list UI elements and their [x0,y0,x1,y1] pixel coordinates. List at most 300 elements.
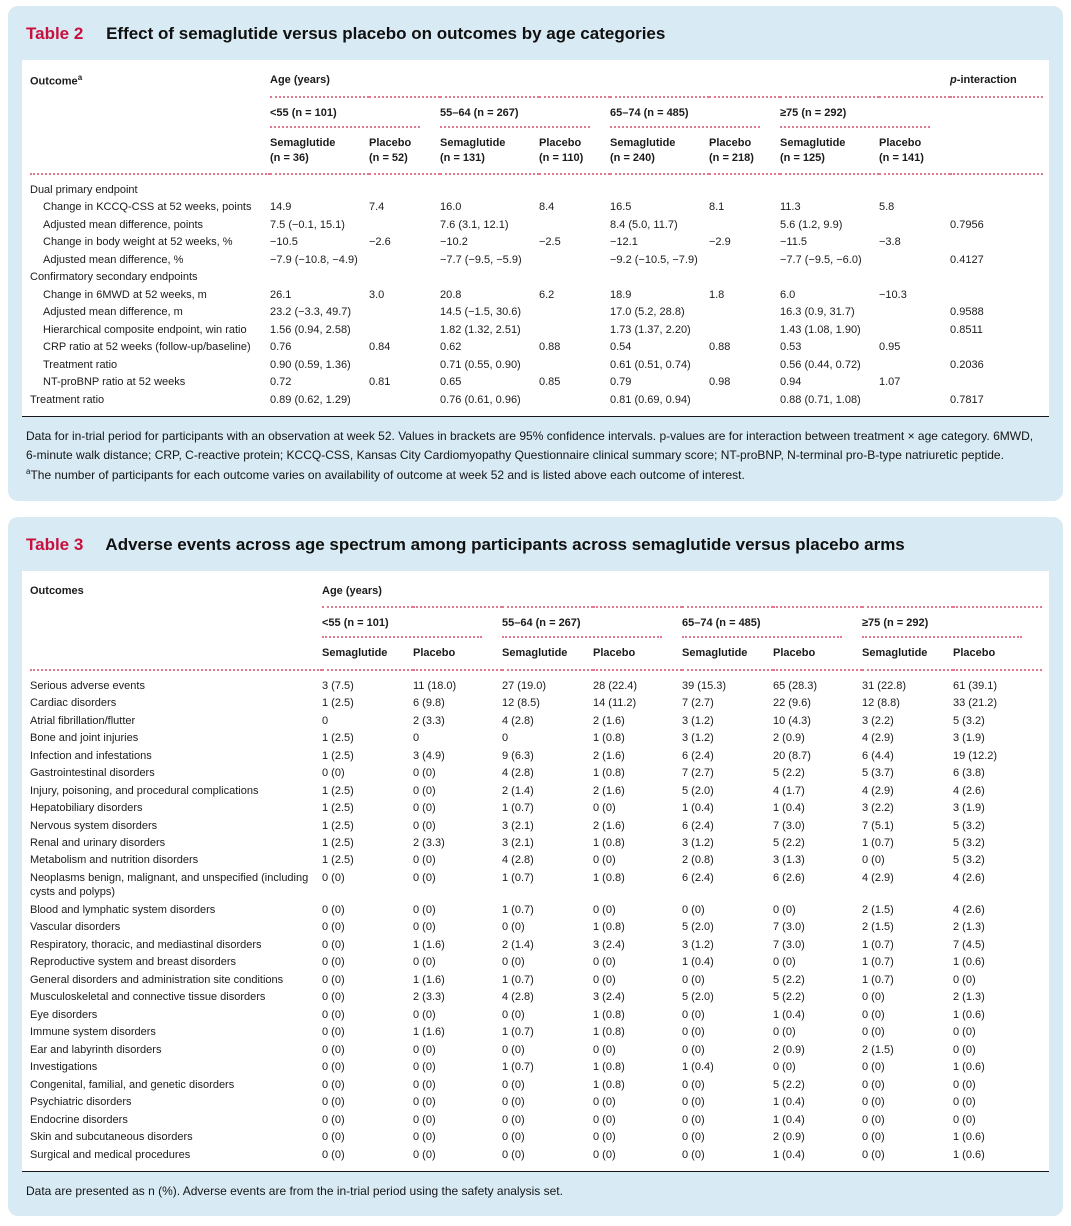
value-cell: 0.56 (0.44, 0.72) [780,358,861,371]
value-cell: 4 (2.6) [953,903,985,916]
value-cell: 4 (2.6) [953,784,985,797]
value-cell [369,391,440,414]
arm-name: Semaglutide [780,137,846,150]
value-cell: 2 (1.6) [593,784,625,797]
value-cell: 0 (0) [682,1043,705,1056]
semaglutide-header [440,128,539,174]
value-cell [539,304,610,321]
table-head [30,579,1042,670]
value-cell: 1 (0.7) [862,956,894,969]
value-cell: 0 (0) [413,871,436,884]
row-label: Injury, poisoning, and procedural complications [30,784,259,797]
value-cell: 6 (2.4) [682,871,714,884]
value-cell [369,321,440,338]
value-cell: 6 (2.6) [773,871,805,884]
value-cell: 0 (0) [413,1113,436,1126]
value-cell [369,356,440,373]
value-cell: 0 (0) [953,1026,976,1039]
value-cell: 2 (1.5) [862,921,894,934]
table2-panel [8,6,1063,501]
value-cell: 20 (8.7) [773,749,811,762]
value-cell: 0 (0) [862,1008,885,1021]
value-cell: 0 (0) [322,1078,345,1091]
value-cell: 0 (0) [953,1113,976,1126]
placebo-header [709,128,780,174]
value-cell: 2 (3.3) [413,714,445,727]
value-cell: 22 (9.6) [773,697,811,710]
value-cell: 8.4 (5.0, 11.7) [610,218,678,231]
value-cell: 11 (18.0) [413,679,457,692]
value-cell: 3 (1.2) [682,732,714,745]
row-label: Nervous system disorders [30,819,158,832]
value-cell: 14.5 (−1.5, 30.6) [440,306,522,319]
age-group-header [682,607,862,638]
value-cell: 0 (0) [413,956,436,969]
table-row [30,1059,1042,1076]
value-cell: 0 (0) [322,1148,345,1161]
table2 [30,68,1043,414]
value-cell: 16.0 [440,201,462,214]
value-cell: 23.2 (−3.3, 49.7) [270,306,352,319]
outcome-header: Outcome$^a$ [30,73,83,88]
age-years-header: Age (years) [270,68,950,97]
value-cell: −2.5 [539,236,561,249]
footnote-marker: a [77,73,83,82]
value-cell: 0 (0) [322,1131,345,1144]
value-cell [879,304,950,321]
value-cell: 0 (0) [322,1096,345,1109]
value-cell: 4 (2.8) [502,991,534,1004]
value-cell: 1 (0.7) [502,903,534,916]
value-cell [950,374,1043,391]
age-group-label: 65–74 (n = 485) [682,616,842,638]
value-cell: 5 (3.7) [862,767,894,780]
value-cell: 7.6 (3.1, 12.1) [440,218,509,231]
value-cell: 2 (1.6) [593,714,625,727]
table-row [30,817,1042,834]
value-cell: 3 (1.2) [682,836,714,849]
arm-n: (n = 110) [539,151,584,164]
value-cell: 0 (0) [682,1078,705,1091]
value-cell: 1 (0.4) [773,802,805,815]
value-cell: 0 (0) [953,1078,976,1091]
table-row [30,936,1042,953]
age-group-label: 55–64 (n = 267) [502,616,662,638]
value-cell: 0 (0) [502,1131,525,1144]
section-label: Dual primary endpoint [30,183,138,196]
value-cell: 10 (4.3) [773,714,811,727]
value-cell: 0.98 [709,376,731,389]
value-cell: 0 (0) [682,1148,705,1161]
value-cell: 0 (0) [953,1096,976,1109]
value-cell: 0 (0) [502,1148,525,1161]
semaglutide-header [322,638,413,669]
value-cell: 0.65 [440,376,462,389]
row-label: Eye disorders [30,1008,98,1021]
value-cell: 3 (2.1) [502,819,534,832]
row-label: Skin and subcutaneous disorders [30,1131,193,1144]
table-row [30,234,1043,251]
table-row [30,1076,1042,1093]
value-cell: 0 (0) [413,1131,436,1144]
arm-name: Semaglutide [440,137,506,150]
row-label: Adjusted mean difference, % [43,253,184,266]
value-cell: 7 (4.5) [953,938,985,951]
value-cell: −9.2 (−10.5, −7.9) [610,253,698,266]
table3-caption: Adverse events across age spectrum among participants across semaglutide versus placebo arms [105,534,905,554]
value-cell: 7 (2.7) [682,767,714,780]
value-cell: 3 (2.1) [502,836,534,849]
value-cell: 16.3 (0.9, 31.7) [780,306,855,319]
value-cell: 0 (0) [502,921,525,934]
value-cell: 0 (0) [862,1078,885,1091]
table3-panel [8,517,1063,1217]
value-cell: 4 (2.9) [862,784,894,797]
value-cell: 0 (0) [682,973,705,986]
arm-n: (n = 52) [369,151,408,164]
value-cell [879,216,950,233]
value-cell: 0 (0) [862,1096,885,1109]
value-cell: 1.07 [879,376,901,389]
value-cell: 1 (2.5) [322,732,354,745]
table-row [30,712,1042,729]
value-cell: 0 [502,732,509,745]
value-cell [539,391,610,414]
value-cell: 0.2036 [950,358,984,371]
value-cell: 0 (0) [593,1043,616,1056]
spacer-cell [950,97,1043,128]
value-cell: 0.76 [270,341,292,354]
value-cell: −7.9 (−10.8, −4.9) [270,253,358,266]
row-label: Hepatobiliary disorders [30,802,143,815]
row-label: Hierarchical composite endpoint, win ratio [43,323,247,336]
value-cell: 0.9588 [950,306,984,319]
value-cell [369,216,440,233]
arm-name: Semaglutide [682,647,748,660]
row-label: Psychiatric disorders [30,1096,132,1109]
value-cell: −11.5 [780,236,808,249]
table-row [30,901,1042,918]
value-cell: 7 (3.0) [773,819,805,832]
value-cell: 0 (0) [773,1026,796,1039]
value-cell: 0 (0) [502,1113,525,1126]
row-label: Investigations [30,1061,98,1074]
value-cell: 4 (2.6) [953,871,985,884]
table-row [30,304,1043,321]
header-row-arms [30,638,1042,669]
table2-label: Table 2 [26,24,84,43]
value-cell: −10.5 [270,236,298,249]
value-cell: 1 (0.6) [953,1008,985,1021]
value-cell: 1 (2.5) [322,854,354,867]
value-cell: 0 (0) [593,1131,616,1144]
value-cell: 5 (2.2) [773,1078,805,1091]
value-cell: 0 (0) [502,1008,525,1021]
value-cell: 2 (1.3) [953,921,985,934]
value-cell: 0.90 (0.59, 1.36) [270,358,351,371]
value-cell: 5 (3.2) [953,854,985,867]
value-cell: 0.88 [709,341,731,354]
value-cell: 6 (2.4) [682,749,714,762]
value-cell: 3.0 [369,288,385,301]
table3-footnote-main: Data are presented as n (%). Adverse events are from the in-trial period using the safety analysis set. [26,1183,563,1198]
value-cell: 1 (0.7) [862,836,894,849]
value-cell [369,251,440,268]
semaglutide-header [862,638,953,669]
value-cell: 2 (1.5) [862,903,894,916]
row-label: Respiratory, thoracic, and mediastinal disorders [30,938,262,951]
value-cell: 7.5 (−0.1, 15.1) [270,218,345,231]
value-cell: 2 (1.6) [593,749,625,762]
value-cell: 0.54 [610,341,632,354]
value-cell: 0 (0) [413,784,436,797]
value-cell: 1 (0.6) [953,1148,985,1161]
value-cell: 1 (0.4) [773,1096,805,1109]
table-row [30,747,1042,764]
table-row [30,954,1042,971]
value-cell: 12 (8.5) [502,697,540,710]
value-cell: 2 (3.3) [413,836,445,849]
value-cell: 5 (2.2) [773,836,805,849]
spacer-cell [950,128,1043,174]
row-label: Adjusted mean difference, points [43,218,204,231]
arm-name: Placebo [539,137,582,150]
value-cell: 0 (0) [862,1026,885,1039]
arm-name: Placebo [709,137,752,150]
value-cell: 65 (28.3) [773,679,818,692]
value-cell: 0 (0) [593,1096,616,1109]
semaglutide-header [270,128,369,174]
value-cell: 0 (0) [593,973,616,986]
table-row [30,1111,1042,1128]
value-cell: 0 (0) [773,1061,796,1074]
placebo-header [539,128,610,174]
age-group-header [862,607,1042,638]
row-label: Change in body weight at 52 weeks, % [43,236,233,249]
value-cell: 3 (2.2) [862,714,894,727]
placebo-header [773,638,862,669]
value-cell: 1 (0.6) [953,1131,985,1144]
value-cell: 4 (2.9) [862,732,894,745]
value-cell: 1 (1.6) [413,1026,445,1039]
value-cell: 7 (3.0) [773,938,805,951]
value-cell: 1 (2.5) [322,697,354,710]
value-cell: 0 (0) [953,973,976,986]
row-label: Cardiac disorders [30,697,117,710]
value-cell: 2 (1.3) [953,991,985,1004]
value-cell: 20.8 [440,288,462,301]
value-cell: 0.61 (0.51, 0.74) [610,358,691,371]
value-cell: 5 (2.2) [773,991,805,1004]
table-row [30,391,1043,414]
table-row [30,695,1042,712]
section-row [30,269,1043,286]
row-label: Bone and joint injuries [30,732,139,745]
value-cell: 0.71 (0.55, 0.90) [440,358,521,371]
table-row [30,216,1043,233]
value-cell: 0 (0) [862,854,885,867]
value-cell: 0 (0) [593,956,616,969]
row-label: Adjusted mean difference, m [43,306,183,319]
table2-footnote-a [26,466,1045,485]
value-cell: 2 (0.8) [682,854,714,867]
table-row [30,286,1043,303]
table-row [30,1006,1042,1023]
value-cell: 0 (0) [502,1043,525,1056]
semaglutide-header [682,638,773,669]
value-cell: 1 (0.4) [773,1148,805,1161]
arm-name: Semaglutide [610,137,676,150]
value-cell [709,321,780,338]
value-cell: 0 (0) [413,1148,436,1161]
value-cell: 0 (0) [502,1096,525,1109]
value-cell: 0 (0) [682,1131,705,1144]
table2-footnotes [22,417,1049,491]
value-cell: 0 (0) [682,1096,705,1109]
value-cell: 0 (0) [413,1008,436,1021]
value-cell: 1 (2.5) [322,784,354,797]
value-cell [369,304,440,321]
value-cell: −10.2 [440,236,468,249]
value-cell: 1 (2.5) [322,802,354,815]
footnote-a-text: The number of participants for each outcome varies on availability of outcome at week 52 and is listed above each outcome of interest. [30,468,745,483]
age-group-label: ≥75 (n = 292) [780,106,930,128]
value-cell: 0.72 [270,376,292,389]
row-label: Neoplasms benign, malignant, and unspecified (including cysts and polyps) [30,871,309,899]
value-cell: 1 (0.4) [773,1008,805,1021]
arm-n: (n = 240) [610,151,655,164]
value-cell: 0 (0) [773,956,796,969]
value-cell: 5 (2.0) [682,921,714,934]
age-group-label: 65–74 (n = 485) [610,106,760,128]
value-cell: 14.9 [270,201,292,214]
table-row [30,869,1042,901]
table3-footnotes [22,1172,1049,1207]
header-row-main [30,579,1042,607]
section-row [30,174,1043,199]
age-group-header [780,97,950,128]
value-cell: 0.79 [610,376,632,389]
section-label: Confirmatory secondary endpoints [30,271,198,284]
value-cell: 6.2 [539,288,555,301]
value-cell: 4 (2.9) [862,871,894,884]
table-row [30,852,1042,869]
value-cell [950,339,1043,356]
value-cell: 1 (0.6) [953,956,985,969]
row-label: Renal and urinary disorders [30,836,166,849]
value-cell: 17.0 (5.2, 28.8) [610,306,685,319]
value-cell: 0 (0) [862,1061,885,1074]
value-cell: 0.7956 [950,218,984,231]
spacer-cell [30,607,322,638]
arm-name: Placebo [879,137,922,150]
value-cell: 1 (0.4) [682,1061,714,1074]
value-cell: 19 (12.2) [953,749,998,762]
table3-card [22,571,1049,1172]
row-label: General disorders and administration site conditions [30,973,284,986]
value-cell: 8.4 [539,201,555,214]
value-cell: 3 (7.5) [322,679,354,692]
value-cell: 9 (6.3) [502,749,534,762]
arm-n: (n = 218) [709,151,754,164]
table2-footnote-main: Data for in-trial period for participants with an observation at week 52. Values in brackets are 95% confidence intervals. p-values are for interaction between treatment × age category. 6MWD, 6-minute walk distance; CRP, C-reactive protein; KCCQ-CSS, Kansas City Cardiomyopathy Questionnaire clinical summary score; NT-proBNP, N-terminal pro-B-type natriuretic peptide. [26,428,1034,462]
value-cell: 1.56 (0.94, 2.58) [270,323,351,336]
value-cell: 3 (2.4) [593,938,625,951]
row-label: Gastrointestinal disorders [30,767,155,780]
value-cell: 0 (0) [322,1026,345,1039]
value-cell: 2 (1.4) [502,938,534,951]
value-cell: 0 (0) [322,871,345,884]
age-group-header [610,97,780,128]
header-row-agegroups [30,97,1043,128]
placebo-header [953,638,1042,669]
value-cell: 6 (3.8) [953,767,985,780]
table2-title-row [26,24,1045,44]
arm-name: Placebo [593,647,636,660]
table-row [30,374,1043,391]
value-cell: 5 (3.2) [953,714,985,727]
value-cell: 0 (0) [682,1113,705,1126]
header-row-arms [30,128,1043,174]
value-cell: 0 (0) [682,1008,705,1021]
value-cell: 1 (1.6) [413,938,445,951]
age-group-header [502,607,682,638]
value-cell [950,234,1043,251]
value-cell: 1 (2.5) [322,819,354,832]
value-cell: 1 (0.8) [593,732,625,745]
value-cell: 28 (22.4) [593,679,638,692]
value-cell: 27 (19.0) [502,679,547,692]
row-label: Change in KCCQ-CSS at 52 weeks, points [43,201,252,214]
value-cell: 11.3 [780,201,801,214]
value-cell: 3 (1.3) [773,854,805,867]
value-cell: 0 (0) [502,956,525,969]
value-cell: 3 (2.2) [862,802,894,815]
value-cell: 0.81 (0.69, 0.94) [610,393,691,406]
table-body [30,174,1043,414]
table3-title-row [26,535,1045,555]
age-group-header [440,97,610,128]
table-row [30,919,1042,936]
table-row [30,339,1043,356]
value-cell: 26.1 [270,288,292,301]
value-cell: 5 (2.0) [682,784,714,797]
table-row [30,1093,1042,1110]
value-cell: 0 (0) [322,1113,345,1126]
arm-n: (n = 36) [270,151,309,164]
value-cell: 0 (0) [862,1148,885,1161]
value-cell: 0 (0) [413,1096,436,1109]
value-cell: 1.8 [709,288,725,301]
value-cell [539,251,610,268]
row-label: Serious adverse events [30,679,145,692]
row-label: Endocrine disorders [30,1113,128,1126]
value-cell: 1 (0.7) [502,871,534,884]
value-cell: 2 (1.5) [862,1043,894,1056]
value-cell: 0 (0) [593,854,616,867]
value-cell: 0 (0) [322,921,345,934]
value-cell: 0.89 (0.62, 1.29) [270,393,351,406]
value-cell: 16.5 [610,201,632,214]
value-cell: 14 (11.2) [593,697,637,710]
value-cell: 0 (0) [413,819,436,832]
arm-name: Semaglutide [322,647,388,660]
value-cell: 0 (0) [322,938,345,951]
row-label: CRP ratio at 52 weeks (follow-up/baseline) [43,341,251,354]
value-cell: 4 (1.7) [773,784,805,797]
value-cell: 0 (0) [953,1043,976,1056]
value-cell: −3.8 [879,236,901,249]
